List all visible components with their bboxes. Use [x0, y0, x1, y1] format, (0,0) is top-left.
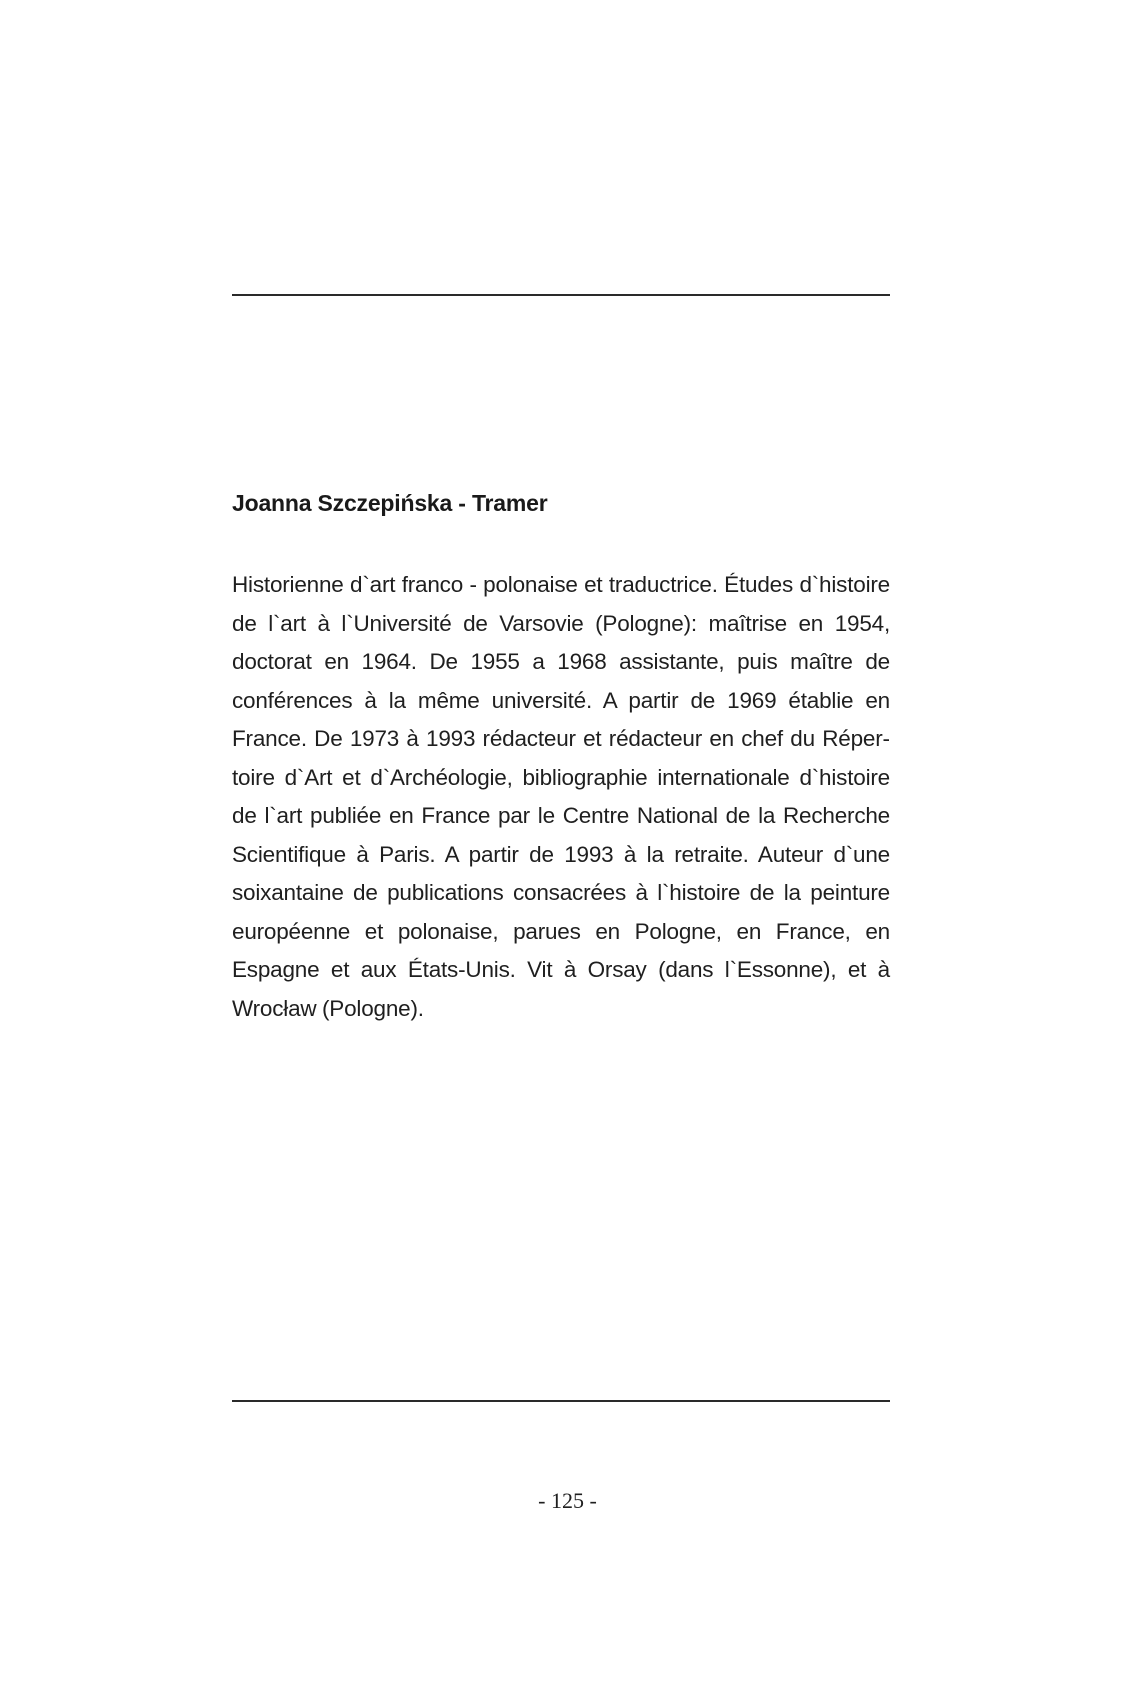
author-name: Joanna Szczepińska - Tramer: [232, 490, 548, 516]
bottom-divider: [232, 1400, 890, 1402]
author-bio-section: [232, 484, 890, 1028]
top-divider: [232, 294, 890, 296]
page-number: - 125 -: [538, 1488, 597, 1513]
author-biography: Historienne d`art franco - polonaise et traductrice. Études d`histoire de l`art à l`Université de Varsovie (Pologne): maîtrise en 1954, doctorat en 1964. De 1955 a 1968 assistante, puis maître de conférences à la même université. A partir de 1969 établie en France. De 1973 à 1993 rédacteur et rédacteur en chef du Répertoire d`Art et d`Archéologie, bibliographie internationale d`histoire de l`art publiée en France par le Centre National de la Recherche Scientifique à Paris. A partir de 1993 à la retraite. Auteur d`une soixantaine de publications consacrées à l`histoire de la peinture européenne et polonaise, parues en Pologne, en France, en Espagne et aux États-Unis. Vit à Orsay (dans l`Essonne), et à Wrocław (Pologne).: [232, 572, 890, 1021]
